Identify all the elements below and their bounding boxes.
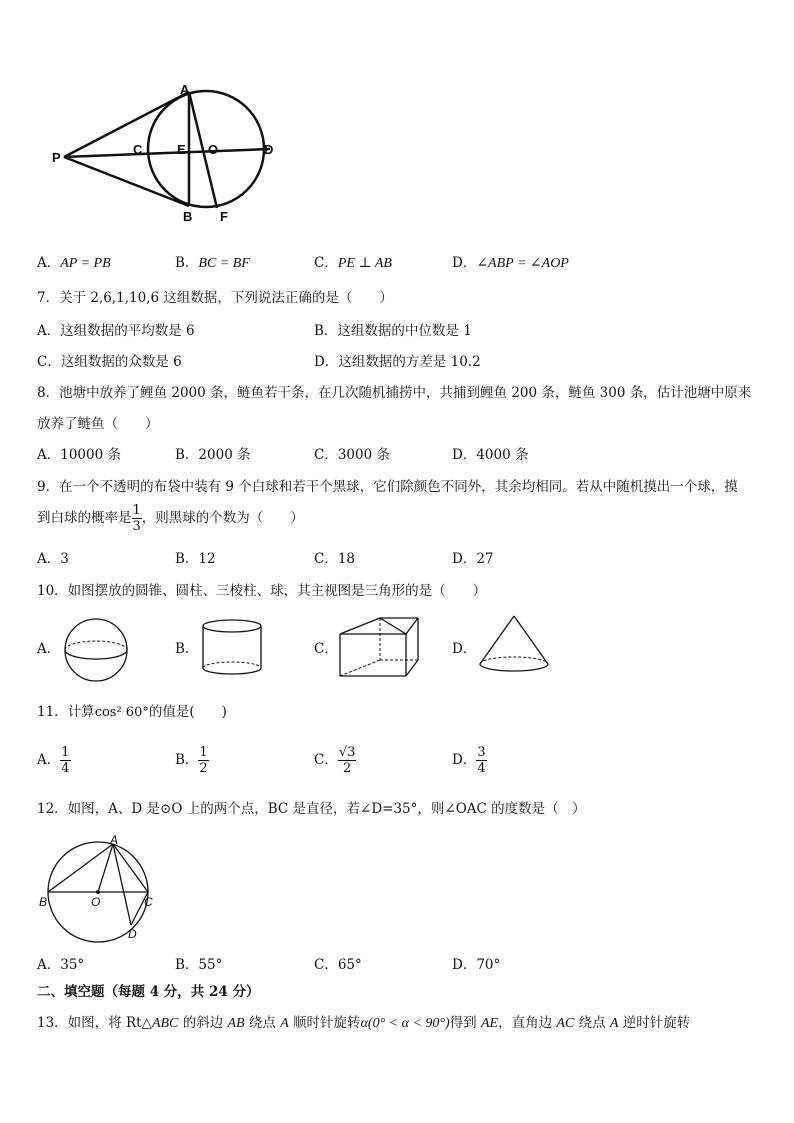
q12-option-d: D．70° (452, 957, 501, 973)
secant-pd (64, 149, 270, 157)
q8-option-a: A．10000 条 (37, 447, 121, 463)
q10-stem: 10．如图摆放的圆锥、圆柱、三棱柱、球，其主视图是三角形的是（ ） (37, 583, 487, 599)
label-a: A (180, 82, 190, 97)
q8-stem-line1: 8．池塘中放养了鲤鱼 2000 条，鲢鱼若干条，在几次随机捕捞中，共捕到鲤鱼 200 条，鲢鱼 300 条，估计池塘中原来 (37, 385, 752, 401)
label-d: D (264, 142, 274, 157)
tangent-pb (64, 157, 189, 206)
q9-option-c: C．18 (314, 551, 356, 567)
label-e: E (177, 142, 186, 157)
label-c: C (133, 142, 143, 157)
q10-option-d-letter: D． (452, 641, 477, 657)
q7-option-a: A．这组数据的平均数是 6 (37, 323, 195, 339)
q11-option-c: C． $\frac{√3}{2}$ (314, 745, 356, 776)
q7-option-c: C．这组数据的众数是 6 (37, 354, 182, 370)
q6-option-c: C．PE ⊥ AB (314, 255, 392, 271)
q10-option-a-letter: A． (37, 641, 61, 657)
q7-stem: 7．关于 2,6,1,10,6 这组数据，下列说法正确的是（ ） (37, 290, 393, 306)
q12-option-c: C．65° (314, 957, 362, 973)
chord-ab (48, 844, 113, 892)
q6-option-b: B．BC = BF (175, 255, 250, 271)
label-b: B (39, 895, 48, 909)
triangular-prism-figure (336, 614, 422, 680)
q12-option-a: A．35° (37, 957, 85, 973)
q11-option-a: A． $\frac{1}{4}$ (37, 745, 70, 776)
q11-stem: 11．计算cos² 60°的值是( ) (37, 704, 227, 720)
label-c: C (144, 895, 153, 909)
center-point (96, 890, 100, 894)
q12-option-b: B．55° (175, 957, 223, 973)
tangent-pa (64, 92, 189, 157)
q8-option-b: B．2000 条 (175, 447, 251, 463)
q8-stem-line2: 放养了鲢鱼（ ） (37, 416, 159, 432)
section-title: 二、填空题（每题 4 分，共 24 分） (37, 984, 260, 1000)
q9-fraction: $\frac{1}{3}$ (132, 503, 141, 534)
q12-stem: 12．如图，A、D 是⊙O 上的两个点，BC 是直径，若∠D=35°，则∠OAC 的度数是（ ） (37, 801, 586, 817)
label-b: B (183, 209, 193, 224)
q11-option-b: B． $\frac{1}{2}$ (175, 745, 208, 776)
q7-option-b: B．这组数据的中位数是 1 (314, 323, 472, 339)
q9-option-d: D．27 (452, 551, 494, 567)
q8-option-d: D．4000 条 (452, 447, 529, 463)
label-o: O (91, 895, 101, 909)
label-p: P (52, 150, 61, 165)
label-f: F (220, 209, 228, 224)
q13-stem: 13．如图，将 Rt△ABC 的斜边 AB 绕点 A 顺时针旋转α(0° < α < 90°)得到 AE，直角边 AC 绕点 A 逆时针旋转 (37, 1015, 691, 1031)
cylinder-figure (199, 618, 265, 678)
label-a: A (110, 834, 119, 847)
q11-option-d: D． $\frac{3}{4}$ (452, 745, 486, 776)
q9-option-b: B．12 (175, 551, 216, 567)
q6-figure (40, 78, 290, 228)
q6-option-a: A．AP = PB (37, 255, 111, 271)
q9-option-a: A．3 (37, 551, 69, 567)
q10-option-b-letter: B． (175, 641, 199, 657)
radius-ao (98, 844, 113, 892)
label-d: D (128, 927, 137, 941)
label-o: O (208, 142, 219, 157)
q8-option-c: C．3000 条 (314, 447, 390, 463)
q7-option-d: D．这组数据的方差是 10.2 (314, 354, 481, 370)
q9-stem-line1: 9．在一个不透明的布袋中装有 9 个白球和若干个黑球，它们除颜色不同外，其余均相同。若从中随机摸出一个球，摸 (37, 479, 738, 495)
sphere-figure (60, 618, 132, 682)
q9-stem-line2: 到白球的概率是 $\frac{1}{3}$ ，则黑球的个数为（ ） (37, 503, 304, 534)
q6-option-d: D．∠ABP = ∠AOP (452, 255, 569, 271)
q10-option-c-letter: C． (314, 641, 338, 657)
q12-figure (36, 834, 166, 944)
cone-figure (476, 612, 552, 678)
